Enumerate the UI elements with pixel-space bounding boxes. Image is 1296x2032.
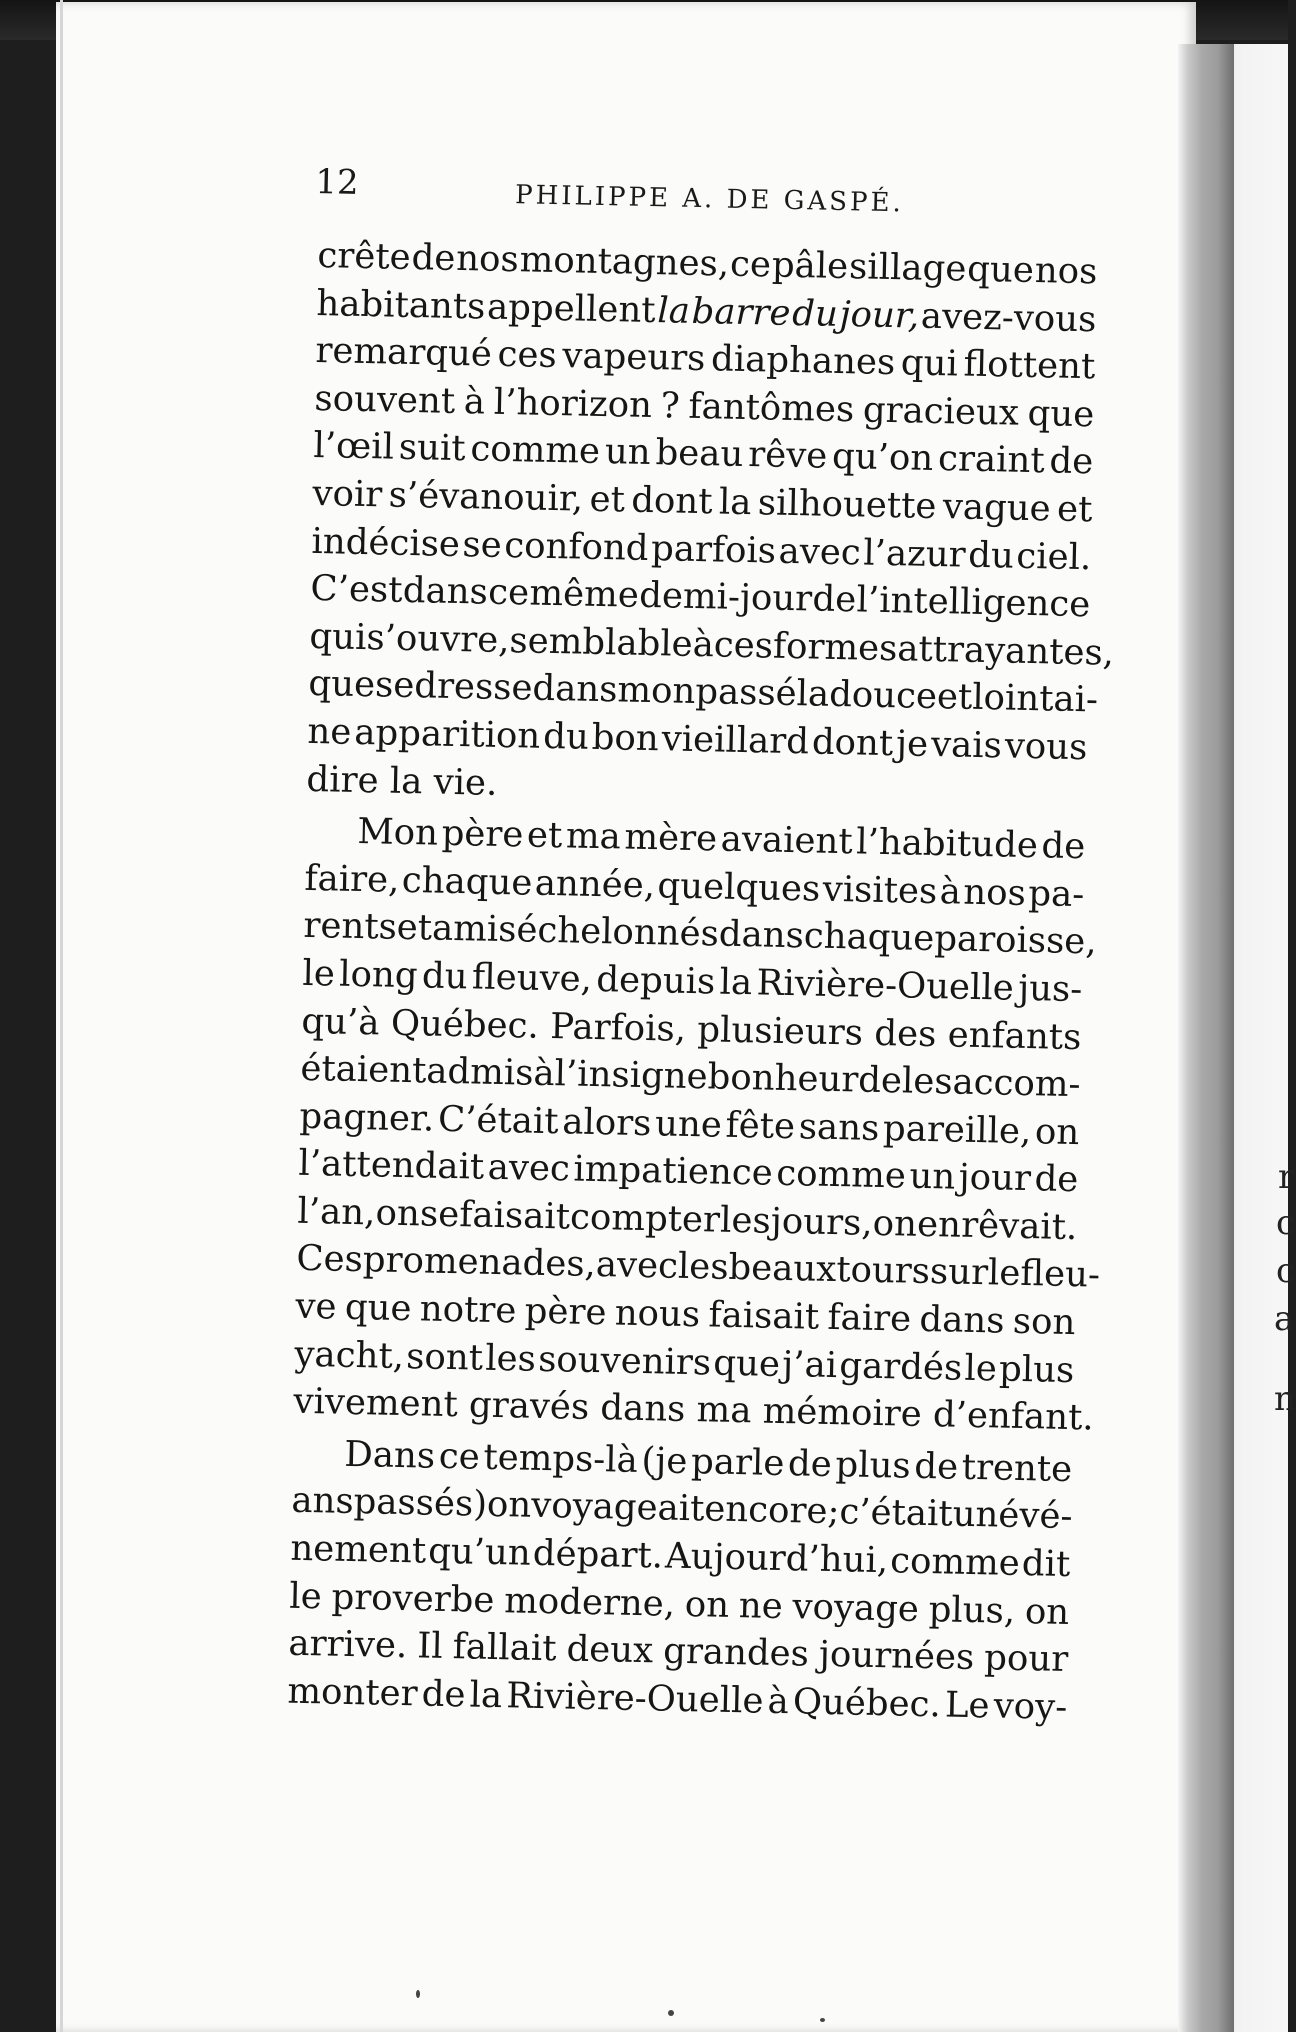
page-right-edge-shadow: [1178, 44, 1234, 2032]
facing-page-fragment: c: [1276, 1203, 1296, 1243]
text-line: arrive. Il fallait deux grandes journées pour: [288, 1622, 1069, 1681]
text-line: le long du fleuve, depuis la Rivière-Ouelle jus-: [302, 952, 1083, 1011]
text-line: l’attendait avec impatience comme un jour de: [298, 1143, 1079, 1201]
text-line: pagner. C’était alors une fête sans pareille, on: [299, 1095, 1080, 1153]
page-left-edge: [60, 0, 63, 2032]
scan-speck: [416, 1990, 420, 1998]
facing-page-fragment: r: [1278, 1157, 1295, 1197]
text-line: rents et amis échelonnés dans chaque paroisse,: [303, 905, 1098, 963]
paragraph: [293, 807, 1101, 1442]
text-line: qu’à Québec. Parfois, plusieurs des enfants: [301, 1000, 1082, 1058]
text-line: nement qu’un départ. Aujourd’hui, comme dit: [289, 1527, 1071, 1586]
facing-page-fragment: a: [1274, 1299, 1295, 1339]
scan-speck: [668, 2010, 674, 2016]
body-text: [287, 232, 1115, 1731]
text-line: l’an, on se faisait compter les jours, on en rêvait.: [297, 1190, 1078, 1248]
text-line: yacht, sont les souvenirs que j’ai gardés le plus: [294, 1333, 1075, 1391]
facing-page-fragment: n: [1274, 1379, 1296, 1419]
text-line: habitants appellent la barre du jour, avez-vous: [316, 282, 1097, 340]
text-line: Mon père et ma mère avaient l’habitude de: [357, 811, 1086, 868]
text-line: faire, chaque année, quelques visites à nos pa-: [304, 857, 1085, 915]
text-line: vivement gravés dans ma mémoire d’enfant.: [293, 1380, 1095, 1439]
facing-page-fragment: c: [1276, 1251, 1296, 1291]
text-line: C’est dans ce même demi-jour de l’intelligence: [310, 568, 1091, 626]
text-line: Dans ce temps-là (je parle de plus de trente: [343, 1433, 1073, 1490]
text-line: que se dresse dans mon passé la douce et lointai-: [308, 663, 1099, 721]
page-number: 12: [314, 161, 360, 203]
text-line: voir s’évanouir, et dont la silhouette vague et: [312, 472, 1093, 531]
text-line: le proverbe moderne, on ne voyage plus, on: [289, 1575, 1070, 1633]
text-line: crête de nos montagnes, ce pâle sillage que nos: [317, 234, 1098, 293]
text-line: indécise se confond parfois avec l’azur du ciel.: [311, 520, 1092, 578]
text-line: dire la vie.: [306, 758, 498, 804]
text-line: ve que notre père nous faisait faire dans son: [295, 1285, 1076, 1344]
running-head: PHILIPPE A. DE GASPÉ.: [514, 180, 905, 219]
text-line: étaient admis à l’insigne bonheur de les accom-: [300, 1047, 1081, 1106]
text-line: l’œil suit comme un beau rêve qu’on craint de: [313, 425, 1094, 483]
text-line: monter de la Rivière-Ouelle à Québec. Le voy-: [287, 1670, 1068, 1728]
text-line: Ces promenades, avec les beaux tours sur le fleu-: [296, 1238, 1101, 1297]
text-line: ans passés) on voyageait encore ; c’était un évé-: [290, 1480, 1073, 1538]
text-line: souvent à l’horizon ? fantômes gracieux que: [314, 377, 1095, 436]
paragraph: [306, 232, 1115, 819]
scan-speck: [820, 2018, 825, 2022]
text-line: ne apparition du bon vieillard dont je vais vous: [307, 710, 1088, 769]
paragraph: [287, 1430, 1073, 1732]
text-line: qui s’ouvre, semblable à ces formes attrayantes,: [309, 615, 1115, 674]
text-line: remarqué ces vapeurs diaphanes qui flottent: [315, 330, 1096, 388]
